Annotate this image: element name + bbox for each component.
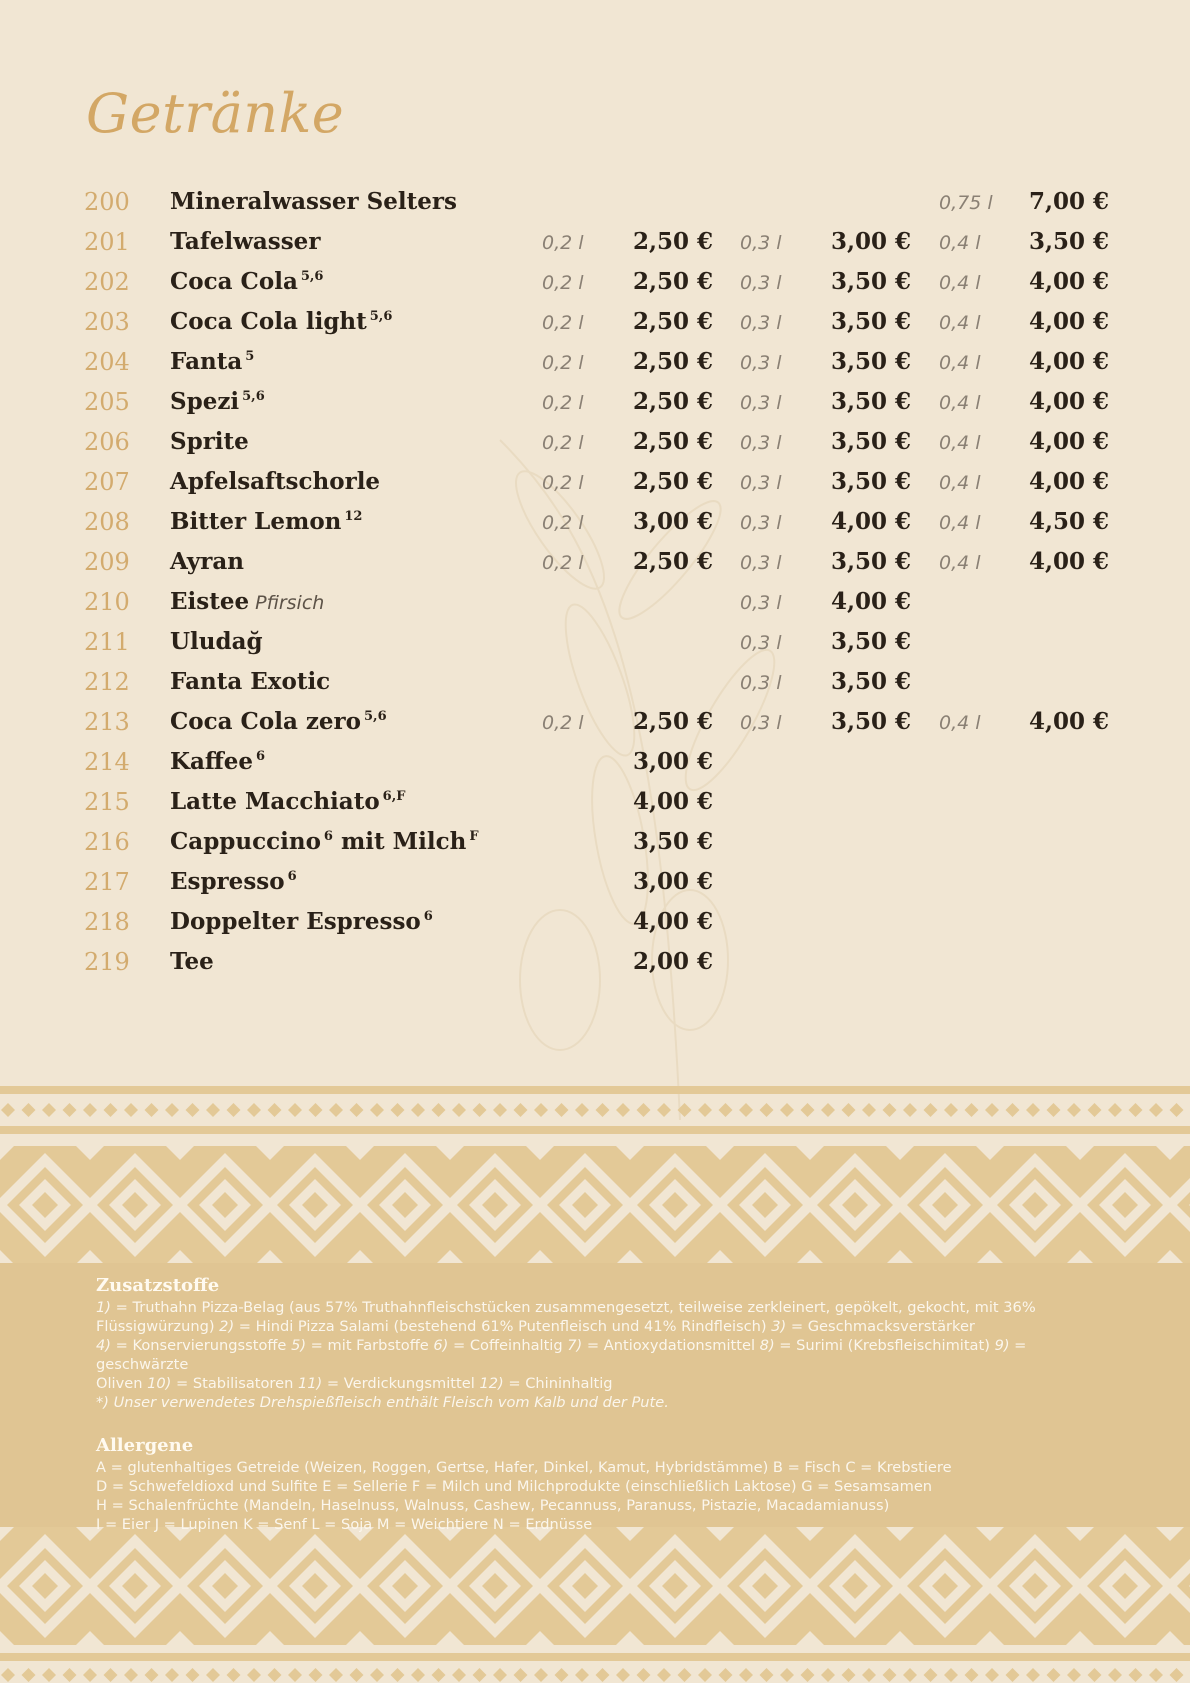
volume-2: 0,3 l [740,232,782,254]
item-number: 213 [84,708,130,736]
additives-line [96,1317,1106,1336]
menu-item [0,180,1190,220]
menu-item [0,500,1190,540]
volume-1: 0,2 l [542,432,584,454]
allergens-line: I = Eier J = Lupinen K = Senf L = Soja M = Weichtiere N = Erdnüsse [96,1516,593,1533]
additive-marker: 6 [423,909,433,924]
menu-item [0,900,1190,940]
price-2: 4,00 € [831,508,912,535]
price-1: 2,50 € [633,708,714,735]
volume-3: 0,4 l [939,352,981,374]
additives-line [96,1298,1106,1317]
additive-marker: 6 [287,869,297,884]
volume-2: 0,3 l [740,312,782,334]
menu-item [0,540,1190,580]
menu-item [0,740,1190,780]
price-2: 3,50 € [831,388,912,415]
item-number: 211 [84,628,130,656]
additives-segment: 3) [771,1318,787,1335]
item-name: Spezi $^{5,6}$ [170,388,265,415]
volume-3: 0,4 l [939,432,981,454]
additives-segment: Oliven [96,1375,148,1392]
allergens-line: D = Schwefeldioxd und Sulfite E = Sellerie F = Milch und Milchprodukte (einschließlich Laktose) G = Sesamsamen [96,1478,933,1495]
item-name: Kaffee $^6$ [170,748,266,775]
item-name: Mineralwasser Selters [170,188,457,215]
price-2: 3,00 € [831,228,912,255]
price-2: 3,50 € [831,268,912,295]
price-3: 4,00 € [1029,548,1110,575]
additives-segment: = Truthahn Pizza-Belag (aus 57% Truthahnfleischstücken zusammengesetzt, teilweise zerkleinert, gepökelt, gekocht, mit 36% [110,1299,1036,1316]
zigzag-pattern-top [0,1146,1190,1264]
item-number: 209 [84,548,130,576]
item-number: 210 [84,588,130,616]
item-note: Pfirsich [255,592,325,614]
item-number: 208 [84,508,130,536]
item-name: Sprite [170,428,249,455]
price-3: 4,00 € [1029,348,1110,375]
allergens-line: H = Schalenfrüchte (Mandeln, Haselnuss, Walnuss, Cashew, Pecannuss, Paranuss, Pistazie, Macadamianuss) [96,1497,890,1514]
menu-item [0,820,1190,860]
additives-segment: 5) [291,1337,307,1354]
additives-line [96,1393,1106,1412]
additives-line [96,1336,1106,1374]
item-name: Coca Cola zero $^{5,6}$ [170,708,387,735]
additives-segment: = geschwärzte [96,1337,1027,1373]
volume-3: 0,4 l [939,512,981,534]
volume-1: 0,2 l [542,552,584,574]
volume-3: 0,4 l [939,392,981,414]
item-number: 219 [84,948,130,976]
item-name: Ayran [170,548,245,575]
volume-2: 0,3 l [740,272,782,294]
price-3: 4,50 € [1029,508,1110,535]
menu-item [0,700,1190,740]
item-name: Coca Cola $^{5,6}$ [170,268,324,295]
price-3: 3,50 € [1029,228,1110,255]
menu-item [0,780,1190,820]
price-1: 2,50 € [633,388,714,415]
menu-item [0,220,1190,260]
additives-heading: Zusatzstoffe [96,1275,220,1296]
additives-segment: 4) [96,1337,111,1354]
price-2: 3,50 € [831,468,912,495]
menu-item [0,860,1190,900]
additives-segment: 9) [994,1337,1010,1354]
price-2: 3,50 € [831,628,912,655]
volume-1: 0,2 l [542,312,584,334]
price-3: 4,00 € [1029,428,1110,455]
item-name: Tee [170,948,214,975]
additives-segment: = mit Farbstoffe [306,1337,434,1354]
menu-item [0,420,1190,460]
item-name: Coca Cola light $^{5,6}$ [170,308,393,335]
menu-item [0,660,1190,700]
additive-marker: 12 [344,509,363,524]
volume-2: 0,3 l [740,672,782,694]
volume-1: 0,2 l [542,472,584,494]
additives-segment: = Verdickungsmittel [322,1375,480,1392]
item-name: Apfelsaftschorle [170,468,381,495]
legend [96,1274,1106,1534]
volume-3: 0,4 l [939,712,981,734]
item-number: 215 [84,788,130,816]
item-number: 216 [84,828,130,856]
price-1: 3,50 € [633,828,714,855]
price-2: 3,50 € [831,548,912,575]
additives-segment: = Konservierungsstoffe [110,1337,292,1354]
price-1: 2,00 € [633,948,714,975]
volume-1: 0,2 l [542,712,584,734]
additives-line [96,1374,1106,1393]
additive-marker: 5,6 [364,709,387,724]
additives-segment: 8) [759,1337,775,1354]
additives-segment: 10) [147,1375,172,1392]
price-2: 4,00 € [831,588,912,615]
additives-segment: *) Unser verwendetes Drehspießfleisch enthält Fleisch vom Kalb und der Pute. [96,1394,669,1411]
price-1: 3,00 € [633,748,714,775]
volume-1: 0,2 l [542,272,584,294]
volume-1: 0,2 l [542,352,584,374]
item-number: 212 [84,668,130,696]
volume-2: 0,3 l [740,352,782,374]
price-3: 4,00 € [1029,388,1110,415]
item-number: 218 [84,908,130,936]
item-number: 202 [84,268,130,296]
item-name: Cappuccino $^6$ mit Milch $^F$ [170,828,479,855]
additives-segment: 1) [96,1299,111,1316]
price-1: 2,50 € [633,348,714,375]
price-1: 2,50 € [633,548,714,575]
menu-item [0,620,1190,660]
price-2: 3,50 € [831,668,912,695]
price-1: 4,00 € [633,908,714,935]
item-number: 205 [84,388,130,416]
price-1: 2,50 € [633,228,714,255]
price-1: 3,00 € [633,868,714,895]
volume-2: 0,3 l [740,392,782,414]
additive-marker: F [469,829,479,844]
item-number: 200 [84,188,130,216]
menu-item [0,340,1190,380]
additives-segment: = Hindi Pizza Salami (bestehend 61% Putenfleisch und 41% Rindfleisch) [234,1318,772,1335]
item-name: Latte Macchiato $^{6,F}$ [170,788,406,815]
volume-2: 0,3 l [740,472,782,494]
item-name: Fanta Exotic [170,668,331,695]
price-1: 4,00 € [633,788,714,815]
additives-segment: = Geschmacksverstärker [786,1318,975,1335]
price-3: 4,00 € [1029,468,1110,495]
price-2: 3,50 € [831,708,912,735]
price-2: 3,50 € [831,308,912,335]
price-1: 2,50 € [633,468,714,495]
price-1: 2,50 € [633,428,714,455]
additives-segment: 6) [433,1337,449,1354]
additives-segment: 12) [479,1375,504,1392]
additives-segment: 2) [219,1318,235,1335]
volume-2: 0,3 l [740,712,782,734]
volume-3: 0,75 l [939,192,993,214]
volume-2: 0,3 l [740,592,782,614]
diamond-border-bottom [0,1645,1190,1683]
price-3: 4,00 € [1029,268,1110,295]
volume-3: 0,4 l [939,232,981,254]
item-name: Espresso $^6$ [170,868,297,895]
price-2: 3,50 € [831,348,912,375]
page-title: Getränke [86,82,345,145]
menu-item [0,940,1190,980]
additives-segment: = Coffeinhaltig [448,1337,568,1354]
additive-marker: 6,F [382,789,406,804]
additive-marker: 5,6 [300,269,324,284]
additives-segment: 11) [297,1375,323,1392]
additives-segment: = Antioxydationsmittel [582,1337,760,1354]
additives-segment: Flüssigwürzung) [96,1318,220,1335]
volume-2: 0,3 l [740,432,782,454]
price-1: 3,00 € [633,508,714,535]
price-1: 2,50 € [633,308,714,335]
additives-segment: = Surimi (Krebsfleischimitat) [774,1337,995,1354]
item-number: 207 [84,468,130,496]
volume-3: 0,4 l [939,552,981,574]
item-name: Fanta $^5$ [170,348,255,375]
item-name: Uludağ [170,628,263,655]
item-name: Doppelter Espresso $^6$ [170,908,433,935]
item-number: 201 [84,228,130,256]
menu-item [0,300,1190,340]
item-number: 217 [84,868,130,896]
item-number: 214 [84,748,130,776]
price-1: 2,50 € [633,268,714,295]
additives-segment: = Stabilisatoren [171,1375,298,1392]
item-number: 206 [84,428,130,456]
volume-2: 0,3 l [740,632,782,654]
volume-3: 0,4 l [939,472,981,494]
price-2: 3,50 € [831,428,912,455]
additive-marker: 6 [256,749,266,764]
additive-marker: 5,6 [369,309,393,324]
volume-1: 0,2 l [542,392,584,414]
price-3: 4,00 € [1029,708,1110,735]
volume-2: 0,3 l [740,512,782,534]
item-number: 203 [84,308,130,336]
menu-item [0,260,1190,300]
allergens-heading: Allergene [96,1435,194,1456]
volume-3: 0,4 l [939,312,981,334]
additive-marker: 5,6 [242,389,265,404]
allergens-line: A = glutenhaltiges Getreide (Weizen, Roggen, Gertse, Hafer, Dinkel, Kamut, Hybridstämme) B = Fisch C = Krebstiere [96,1459,952,1476]
item-name: Bitter Lemon $^{12}$ [170,508,363,535]
menu-item [0,460,1190,500]
volume-3: 0,4 l [939,272,981,294]
allergens-text [96,1458,1106,1534]
additive-marker: 6 [323,829,333,844]
volume-2: 0,3 l [740,552,782,574]
menu-item [0,380,1190,420]
zigzag-pattern-bottom [0,1527,1190,1645]
additives-text [96,1298,1106,1412]
price-3: 7,00 € [1029,188,1110,215]
additives-segment: = Chininhaltig [503,1375,613,1392]
menu-item [0,580,1190,620]
item-name: Eistee Pfirsich [170,588,325,615]
additive-marker: 5 [245,349,255,364]
additives-segment: 7) [567,1337,583,1354]
volume-1: 0,2 l [542,232,584,254]
price-3: 4,00 € [1029,308,1110,335]
volume-1: 0,2 l [542,512,584,534]
item-number: 204 [84,348,130,376]
diamond-border-top [0,1086,1190,1136]
item-name: Tafelwasser [170,228,321,255]
